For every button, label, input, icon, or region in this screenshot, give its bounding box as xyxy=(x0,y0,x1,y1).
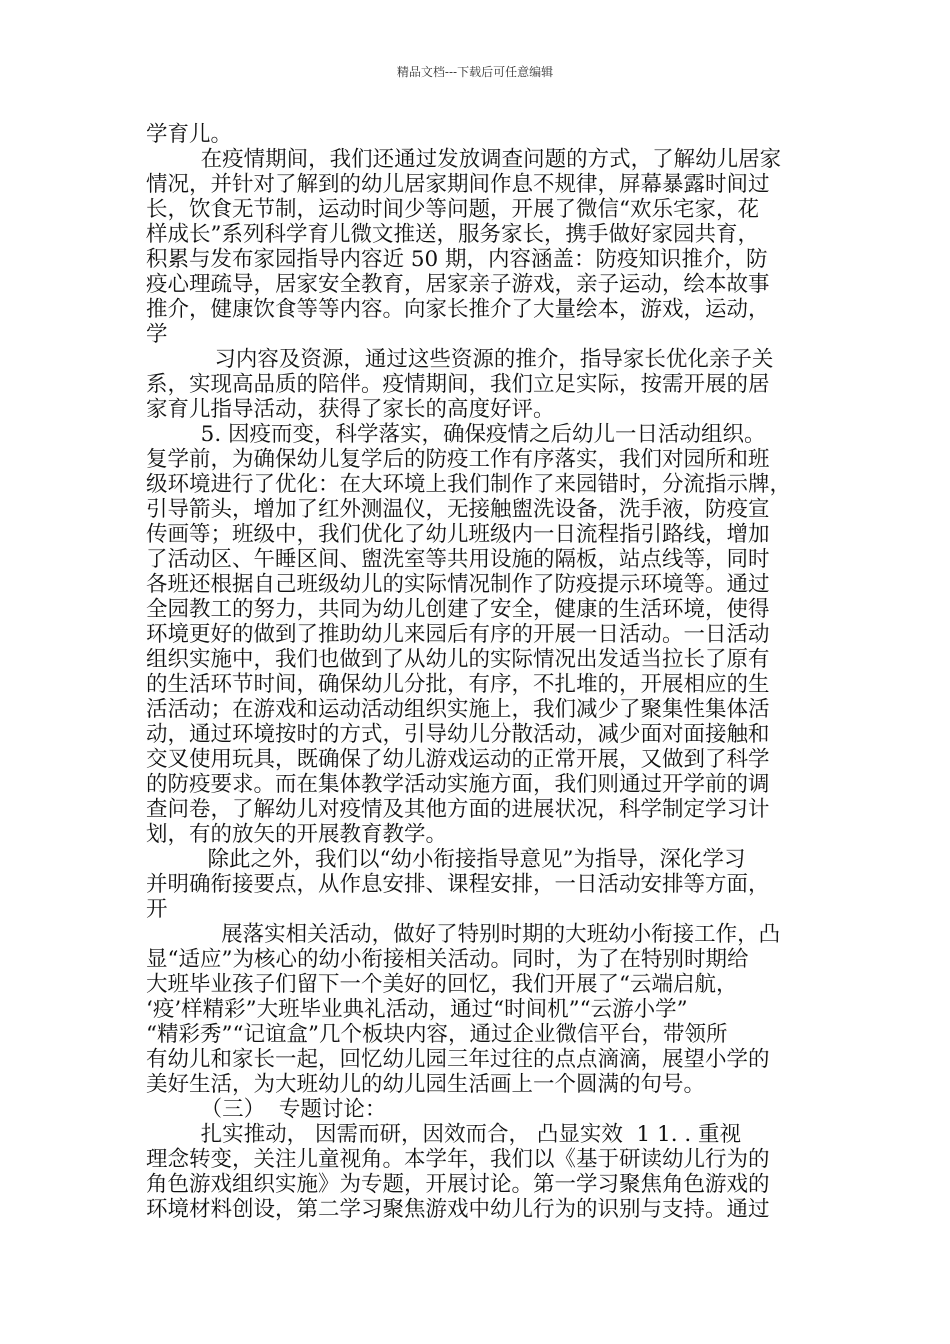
text-line: 全园教工的努力，共同为幼儿创建了安全，健康的生活环境，使得 xyxy=(146,597,770,622)
text-line: 情况，并针对了解到的幼儿居家期间作息不规律，屏幕暴露时间过 xyxy=(146,172,770,197)
text-line: 扎实推动， 因需而研，因效而合， 凸显实效 1 1. . 重视 xyxy=(146,1122,742,1147)
body-text xyxy=(146,122,816,1222)
text-line: 理念转变，关注儿童视角。本学年，我们以《基于研读幼儿行为的 xyxy=(146,1147,770,1172)
text-line: 活活动；在游戏和运动活动组织实施上，我们减少了聚集性集体活 xyxy=(146,697,770,722)
text-line: 组织实施中，我们也做到了从幼儿的实际情况出发适当拉长了原有 xyxy=(146,647,770,672)
text-line: 展落实相关活动，做好了特别时期的大班幼小衔接工作，凸 xyxy=(146,922,781,947)
text-line: 除此之外，我们以“幼小衔接指导意见”为指导，深化学习 xyxy=(146,847,746,872)
text-line: 在疫情期间，我们还通过发放调查问题的方式，了解幼儿居家 xyxy=(146,147,782,172)
text-line: ‘疫’样精彩”大班毕业典礼活动，通过“时间机”“云游小学” xyxy=(146,997,688,1022)
text-line: 学 xyxy=(146,322,168,347)
text-line: 疫心理疏导，居家安全教育，居家亲子游戏，亲子运动，绘本故事 xyxy=(146,272,770,297)
text-line: 有幼儿和家长一起，回忆幼儿园三年过往的点点滴滴，展望小学的 xyxy=(146,1047,770,1072)
text-line: 家育儿指导活动，获得了家长的高度好评。 xyxy=(146,397,555,422)
text-line: 系，实现高品质的陪伴。疫情期间，我们立足实际，按需开展的居 xyxy=(146,372,770,397)
text-line: 的生活环节时间，确保幼儿分批，有序，不扎堆的，开展相应的生 xyxy=(146,672,770,697)
text-line: 划，有的放矢的开展教育教学。 xyxy=(146,822,448,847)
text-line: 大班毕业孩子们留下一个美好的回忆，我们开展了“云端启航， xyxy=(146,972,738,997)
text-line: 交叉使用玩具，既确保了幼儿游戏运动的正常开展，又做到了科学 xyxy=(146,747,770,772)
text-line: 角色游戏组织实施》为专题，开展讨论。第一学习聚焦角色游戏的 xyxy=(146,1172,770,1197)
text-line: 的防疫要求。而在集体教学活动实施方面，我们则通过开学前的调 xyxy=(146,772,770,797)
text-line: 显“适应”为核心的幼小衔接相关活动。同时，为了在特别时期给 xyxy=(146,947,749,972)
text-line: 引导箭头，增加了红外测温仪，无接触盥洗设备，洗手液，防疫宣 xyxy=(146,497,770,522)
text-line: 级环境进行了优化：在大环境上我们制作了来园错时，分流指示牌， xyxy=(146,472,792,497)
text-line: 美好生活，为大班幼儿的幼儿园生活画上一个圆满的句号。 xyxy=(146,1072,706,1097)
text-line: 开 xyxy=(146,897,168,922)
text-line: 学育儿。 xyxy=(146,122,233,147)
text-line: 传画等；班级中，我们优化了幼儿班级内一日流程指引路线，增加 xyxy=(146,522,770,547)
text-line: （三） 专题讨论： xyxy=(146,1097,387,1122)
text-line: 积累与发布家园指导内容近 50 期，内容涵盖：防疫知识推介，防 xyxy=(146,247,768,272)
text-line: 习内容及资源，通过这些资源的推介，指导家长优化亲子关 xyxy=(146,347,774,372)
text-line: 环境更好的做到了推助幼儿来园后有序的开展一日活动。一日活动 xyxy=(146,622,770,647)
text-line: 推介，健康饮食等等内容。向家长推介了大量绘本，游戏，运动， xyxy=(146,297,770,322)
text-line: “精彩秀”“记谊盒”几个板块内容，通过企业微信平台，带领所 xyxy=(146,1022,728,1047)
text-line: 环境材料创设，第二学习聚焦游戏中幼儿行为的识别与支持。通过 xyxy=(146,1197,770,1222)
text-line: 样成长”系列科学育儿微文推送，服务家长，携手做好家园共育， xyxy=(146,222,759,247)
text-line: 查问卷，了解幼儿对疫情及其他方面的进展状况，科学制定学习计 xyxy=(146,797,770,822)
text-line: 各班还根据自己班级幼儿的实际情况制作了防疫提示环境等。通过 xyxy=(146,572,770,597)
text-line: 了活动区、午睡区间、盥洗室等共用设施的隔板，站点线等，同时 xyxy=(146,547,770,572)
text-line: 动，通过环境按时的方式，引导幼儿分散活动，减少面对面接触和 xyxy=(146,722,770,747)
text-line: 5. 因疫而变，科学落实，确保疫情之后幼儿一日活动组织。 xyxy=(146,422,766,447)
page-header: 精品文档---下载后可任意编辑 xyxy=(396,65,554,79)
text-line: 长，饮食无节制，运动时间少等问题，开展了微信“欢乐宅家，花 xyxy=(146,197,759,222)
text-line: 复学前，为确保幼儿复学后的防疫工作有序落实，我们对园所和班 xyxy=(146,447,770,472)
text-line: 并明确衔接要点，从作息安排、课程安排，一日活动安排等方面， xyxy=(146,872,770,897)
